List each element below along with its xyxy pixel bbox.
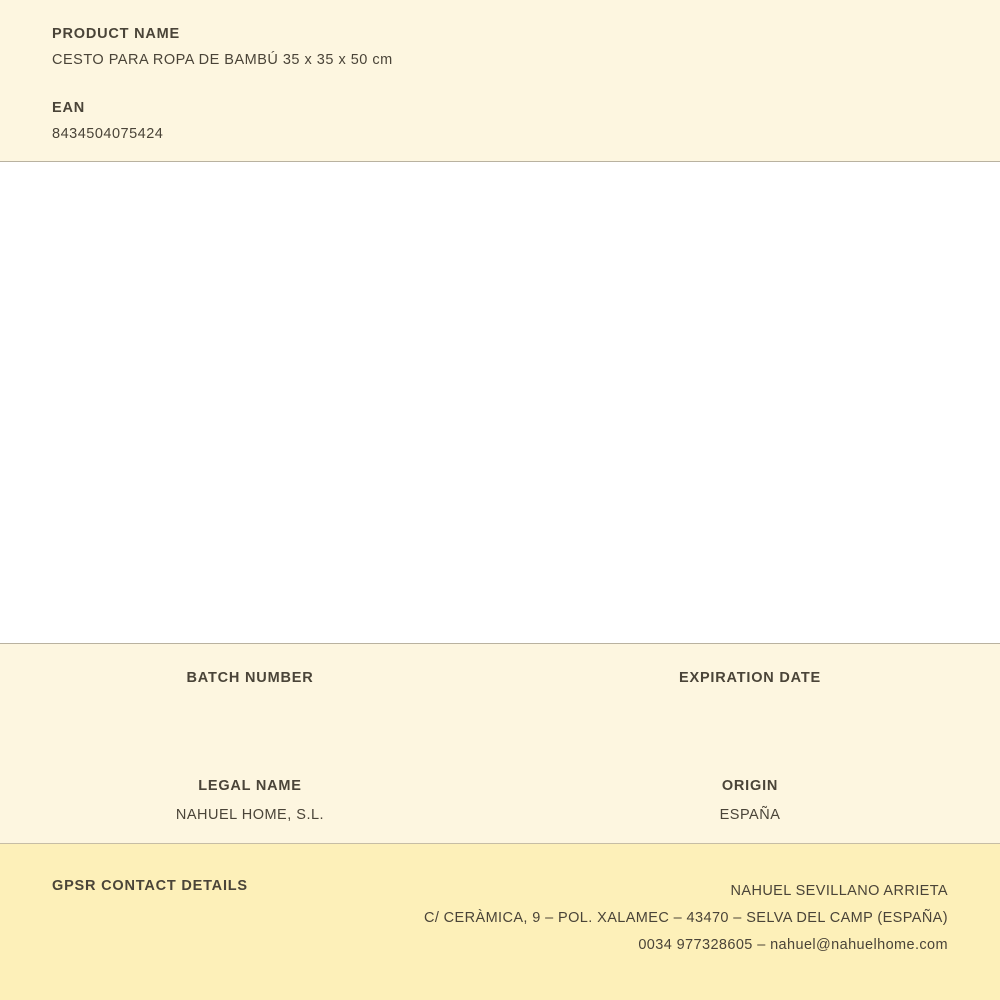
details-section	[0, 644, 1000, 844]
gpsr-contact-lines	[424, 878, 948, 959]
gpsr-contact-person: NAHUEL SEVILLANO ARRIETA	[730, 883, 948, 899]
gpsr-contact-title: GPSR CONTACT DETAILS	[52, 878, 248, 894]
expiration-date-label: EXPIRATION DATE	[679, 670, 821, 686]
gpsr-contact-address: C/ CERÀMICA, 9 – POL. XALAMEC – 43470 – SELVA DEL CAMP (ESPAÑA)	[423, 910, 948, 926]
ean-value: 8434504075424	[52, 126, 164, 142]
legal-name-cell	[0, 778, 500, 824]
gpsr-contact-phone-email: 0034 977328605 – nahuel@nahuelhome.com	[638, 937, 948, 953]
details-row-legal	[0, 778, 1000, 824]
details-row-batch	[0, 670, 1000, 716]
batch-number-label: BATCH NUMBER	[186, 670, 314, 686]
product-name-value: CESTO PARA ROPA DE BAMBÚ 35 x 35 x 50 cm	[52, 52, 393, 68]
legal-name-value: NAHUEL HOME, S.L.	[175, 807, 325, 823]
expiration-date-cell	[500, 670, 1000, 716]
batch-number-cell	[0, 670, 500, 716]
expiration-date-value	[500, 699, 1000, 716]
header-section	[0, 0, 1000, 162]
origin-label: ORIGIN	[721, 778, 779, 794]
product-image-area	[0, 162, 1000, 644]
legal-name-label: LEGAL NAME	[198, 778, 302, 794]
product-name-label: PRODUCT NAME	[52, 26, 181, 42]
header-spacer	[52, 68, 1000, 100]
origin-cell	[500, 778, 1000, 824]
origin-value: ESPAÑA	[719, 807, 781, 823]
ean-label: EAN	[52, 100, 86, 116]
gpsr-footer-section	[0, 844, 1000, 1000]
batch-number-value	[0, 699, 500, 716]
